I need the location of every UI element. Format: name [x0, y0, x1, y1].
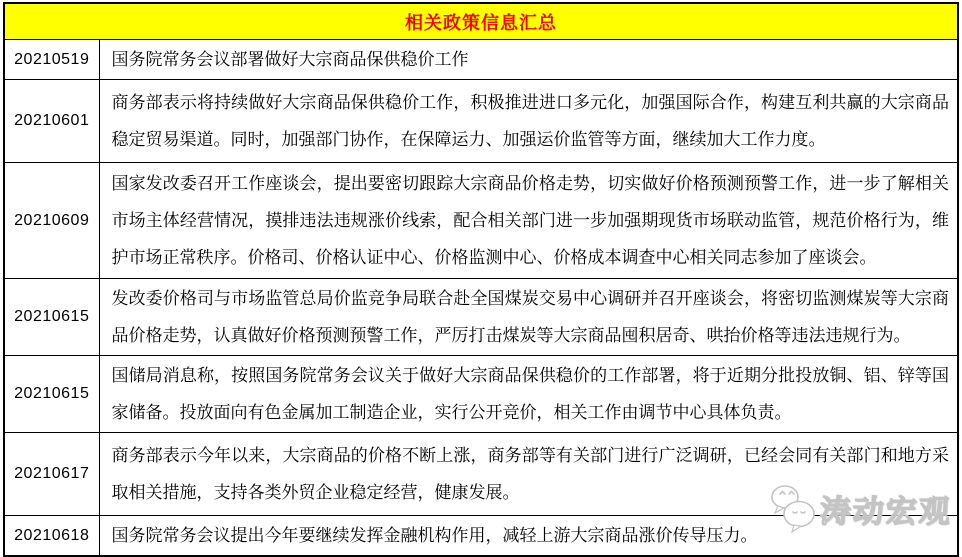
row-date: 20210617 [4, 433, 99, 516]
table-title: 相关政策信息汇总 [4, 3, 958, 40]
watermark-label: 涛动宏观 [818, 493, 953, 529]
row-content: 国务院常务会议提出今年要继续发挥金融机构作用，减轻上游大宗商品涨价传导压力。 [99, 516, 958, 557]
row-date: 20210615 [4, 356, 99, 433]
row-date: 20210601 [4, 80, 99, 163]
table-row [4, 516, 958, 557]
row-date: 20210609 [4, 163, 99, 279]
row-content: 国家发改委召开工作座谈会，提出要密切跟踪大宗商品价格走势，切实做好价格预测预警工作，进一步了解相关市场主体经营情况，摸排违法违规涨价线索，配合相关部门进一步加强期现货市场联动监管，规范价格行为，维护市场正常秩序。价格司、价格认证中心、价格监测中心、价格成本调查中心相关同志参加了座谈会。 [99, 163, 958, 279]
row-content: 发改委价格司与市场监管总局价监竞争局联合赴全国煤炭交易中心调研并召开座谈会，将密切监测煤炭等大宗商品价格走势，认真做好价格预测预警工作，严厉打击煤炭等大宗商品囤积居奇、哄抬价格等违法违规行为。 [99, 279, 958, 356]
table-row [4, 40, 958, 80]
table-row [4, 433, 958, 516]
row-date: 20210615 [4, 279, 99, 356]
row-content: 商务部表示将持续做好大宗商品保供稳价工作，积极推进进口多元化，加强国际合作，构建互利共赢的大宗商品稳定贸易渠道。同时，加强部门协作，在保障运力、加强运价监管等方面，继续加大工作力度。 [99, 80, 958, 163]
table-row [4, 356, 958, 433]
table-row [4, 279, 958, 356]
row-date: 20210519 [4, 40, 99, 80]
row-content: 国储局消息称，按照国务院常务会议关于做好大宗商品保供稳价的工作部署，将于近期分批投放铜、铝、锌等国家储备。投放面向有色金属加工制造企业，实行公开竞价，相关工作由调节中心具体负责。 [99, 356, 958, 433]
row-date: 20210618 [4, 516, 99, 557]
table-row [4, 163, 958, 279]
table-header-row [4, 3, 958, 40]
row-content: 国务院常务会议部署做好大宗商品保供稳价工作 [99, 40, 958, 80]
row-content: 商务部表示今年以来，大宗商品的价格不断上涨，商务部等有关部门进行广泛调研，已经会同有关部门和地方采取相关措施，支持各类外贸企业稳定经营，健康发展。 [99, 433, 958, 516]
table-row [4, 80, 958, 163]
policy-table [3, 2, 959, 557]
